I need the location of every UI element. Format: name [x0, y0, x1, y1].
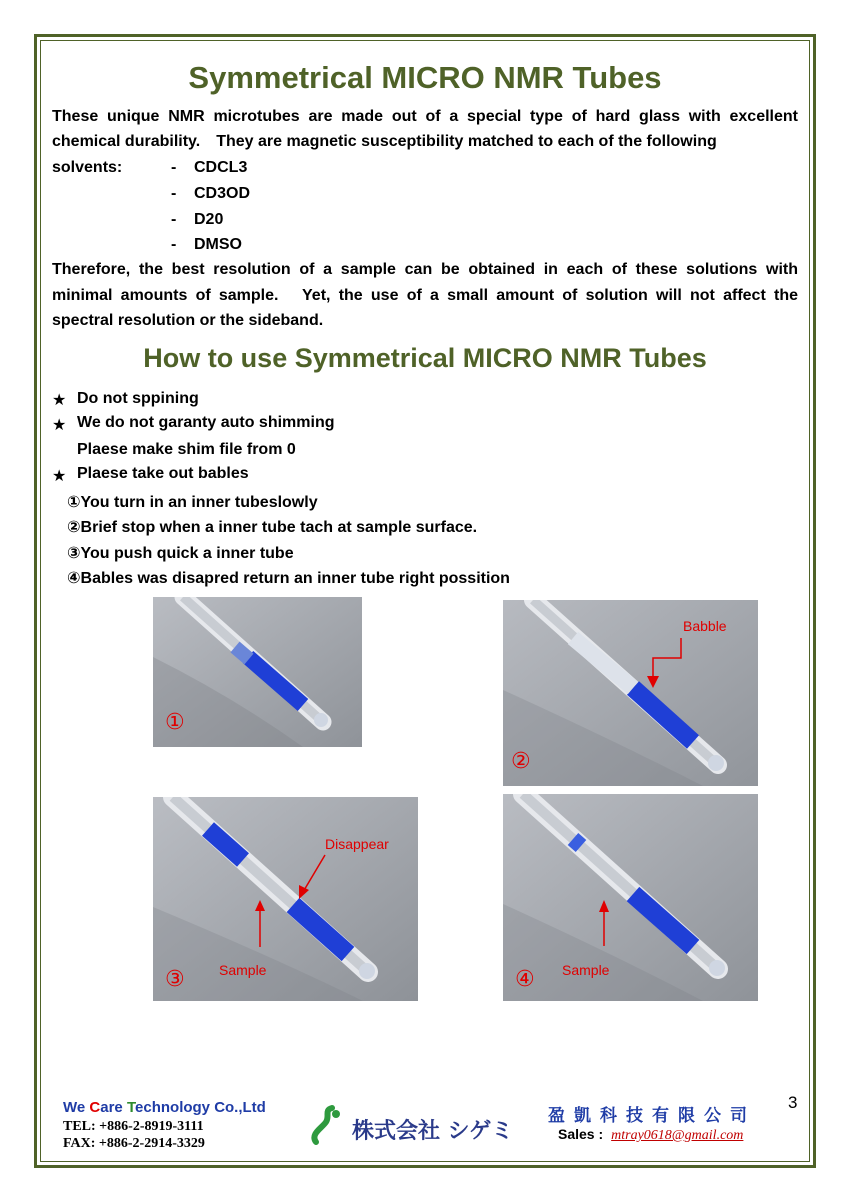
step-item: ②Brief stop when a inner tube tach at sample surface. [67, 519, 478, 536]
solvent-dash: - [171, 236, 177, 253]
photo-number: ② [511, 748, 531, 773]
solvent-item: DMSO [194, 236, 242, 253]
solvent-dash: - [171, 185, 177, 202]
company-name-chinese: 盈凱科技有限公司 [548, 1106, 756, 1126]
bullet-item: Do not sppining [77, 390, 199, 407]
shigemi-logo [304, 1104, 524, 1152]
babble-label: Babble [683, 618, 727, 634]
star-icon: ★ [52, 392, 67, 409]
company-name-part: echnology Co.,Ltd [135, 1099, 266, 1116]
company-name-part: are [100, 1099, 127, 1116]
footer-fax: FAX: +886-2-2914-3329 [63, 1136, 205, 1151]
intro-line-1: These unique NMR microtubes are made out of a special type of hard glass with excellent [52, 108, 798, 125]
therefore-line-1: Therefore, the best resolution of a sample can be obtained in each of these solutions with [52, 261, 798, 278]
company-name [63, 1099, 266, 1116]
sample-label: Sample [219, 962, 267, 978]
photo-step-3 [153, 797, 418, 1001]
step-item: ③You push quick a inner tube [67, 545, 294, 562]
solvent-dash: - [171, 159, 177, 176]
step-item: ④Bables was disapred return an inner tube right possition [67, 570, 510, 587]
star-icon: ★ [52, 417, 67, 434]
bullet-item: We do not garanty auto shimming [77, 414, 335, 431]
photo-number: ① [165, 709, 185, 734]
solvent-item: D20 [194, 211, 224, 228]
therefore-line-3: spectral resolution or the sideband. [52, 312, 324, 329]
footer-tel: TEL: +886-2-8919-3111 [63, 1119, 204, 1134]
solvent-item: CDCL3 [194, 159, 248, 176]
solvent-dash: - [171, 211, 177, 228]
photo-number: ③ [165, 966, 185, 991]
sales-contact [558, 1126, 743, 1144]
solvent-item: CD3OD [194, 185, 251, 202]
star-icon: ★ [52, 468, 67, 485]
sample-label: Sample [562, 962, 610, 978]
intro-line-2: chemical durability. They are magnetic susceptibility matched to each of the following [52, 133, 717, 150]
solvents-label: solvents: [52, 159, 123, 176]
company-name-part: We [63, 1099, 90, 1116]
bullet-item: Plaese take out bables [77, 465, 249, 482]
disappear-label: Disappear [325, 836, 389, 852]
company-name-part: T [126, 1099, 136, 1116]
company-name-part: C [89, 1099, 101, 1116]
therefore-line-2: minimal amounts of sample. Yet, the use of a small amount of solution will not affect the [52, 287, 798, 304]
how-to-title: How to use Symmetrical MICRO NMR Tubes [143, 343, 707, 373]
main-title: Symmetrical MICRO NMR Tubes [188, 60, 662, 95]
photo-step-4 [503, 794, 758, 1001]
sales-email-link[interactable]: mtray0618@gmail.com [611, 1128, 744, 1143]
logo-text: 株式会社 シゲミ [352, 1119, 514, 1144]
photo-number: ④ [515, 966, 535, 991]
sales-label: Sales : [558, 1126, 604, 1142]
step-item: ①You turn in an inner tubeslowly [67, 494, 318, 511]
bullet-sub-item: Plaese make shim file from 0 [77, 441, 296, 458]
page-number: 3 [788, 1093, 798, 1112]
